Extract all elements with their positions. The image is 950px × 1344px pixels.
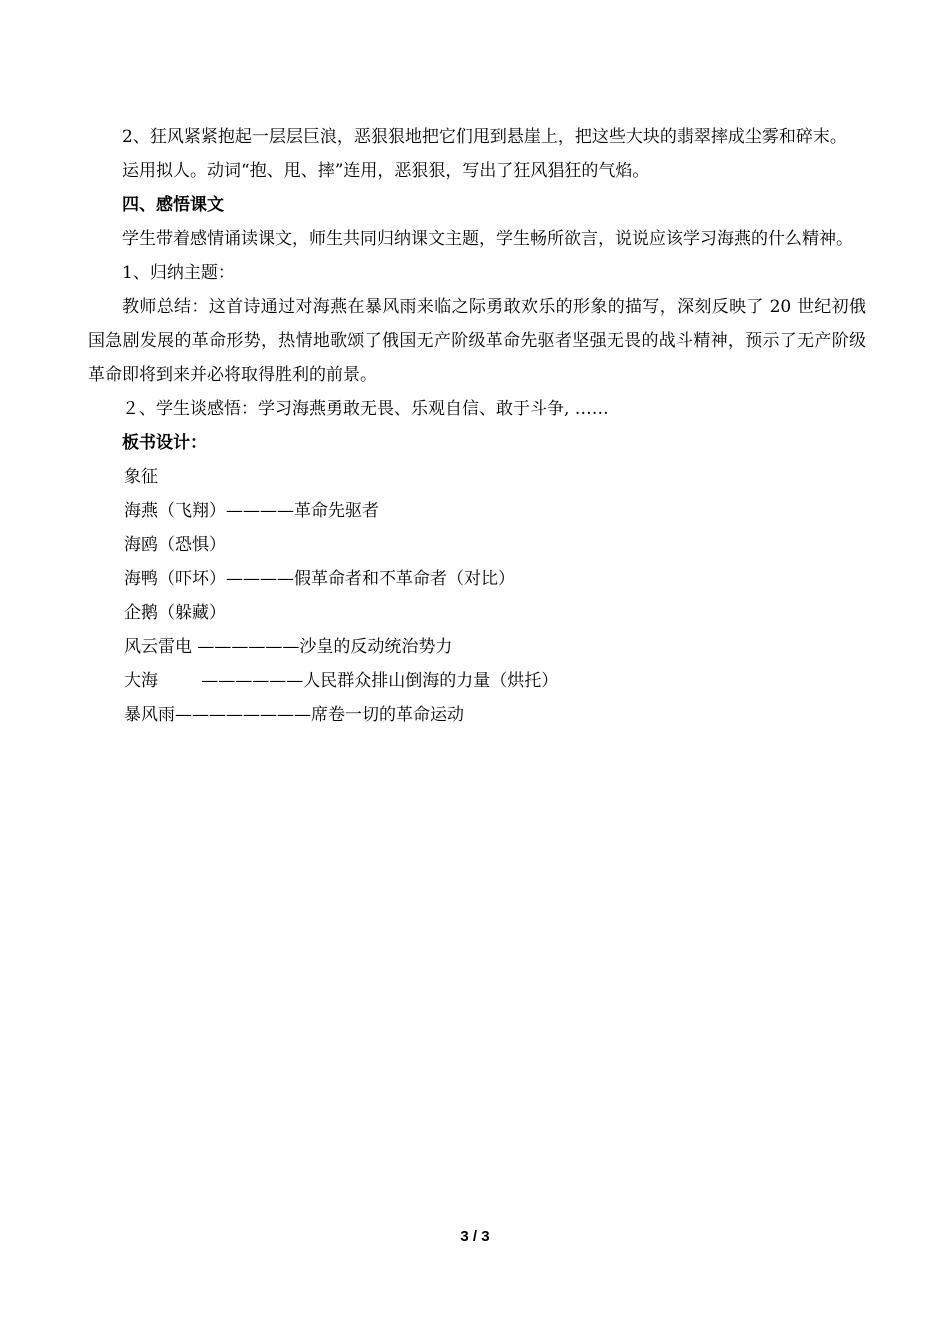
- board-line: 大海 ——————人民群众排山倒海的力量（烘托）: [124, 671, 559, 691]
- board-line: 海鸥（恐惧）: [124, 535, 226, 555]
- document-body: [88, 120, 866, 732]
- board-line: 暴风雨————————席卷一切的革命运动: [124, 705, 464, 725]
- paragraph-student-reflection: ２、学生谈感悟：学习海燕勇敢无畏、乐观自信、敢于斗争, ……: [122, 399, 609, 419]
- board-design-heading: 板书设计：: [122, 433, 207, 453]
- paragraph-example-2: 2、狂风紧紧抱起一层层巨浪，恶狠狠地把它们甩到悬崖上，把这些大块的翡翠摔成尘雾和碎末。: [122, 127, 847, 147]
- board-line: 象征: [124, 467, 158, 487]
- board-line: 风云雷电 ——————沙皇的反动统治势力: [124, 637, 453, 657]
- board-design: [88, 460, 866, 732]
- board-line: 海燕（飞翔）————革命先驱者: [124, 501, 379, 521]
- board-line: 海鸭（吓坏）————假革命者和不革命者（对比）: [124, 569, 515, 589]
- paragraph-summary-label: 1、归纳主题：: [122, 263, 235, 283]
- paragraph-activity: 学生带着感情诵读课文，师生共同归纳课文主题，学生畅所欲言，说说应该学习海燕的什么精神。: [122, 229, 853, 249]
- paragraph-analysis: 运用拟人。动词“抱、甩、摔”连用，恶狠狠，写出了狂风猖狂的气焰。: [122, 161, 650, 181]
- paragraph-teacher-summary: 教师总结：这首诗通过对海燕在暴风雨来临之际勇敢欢乐的形象的描写，深刻反映了 20 世纪初俄国急剧发展的革命形势，热情地歌颂了俄国无产阶级革命先驱者坚强无畏的战斗精神，预示了无产阶级革命即将到来并必将取得胜利的前景。: [88, 297, 866, 385]
- board-line: 企鹅（躲藏）: [124, 603, 226, 623]
- section-heading-4: 四、感悟课文: [122, 195, 224, 215]
- page-number: 3 / 3: [460, 1228, 490, 1245]
